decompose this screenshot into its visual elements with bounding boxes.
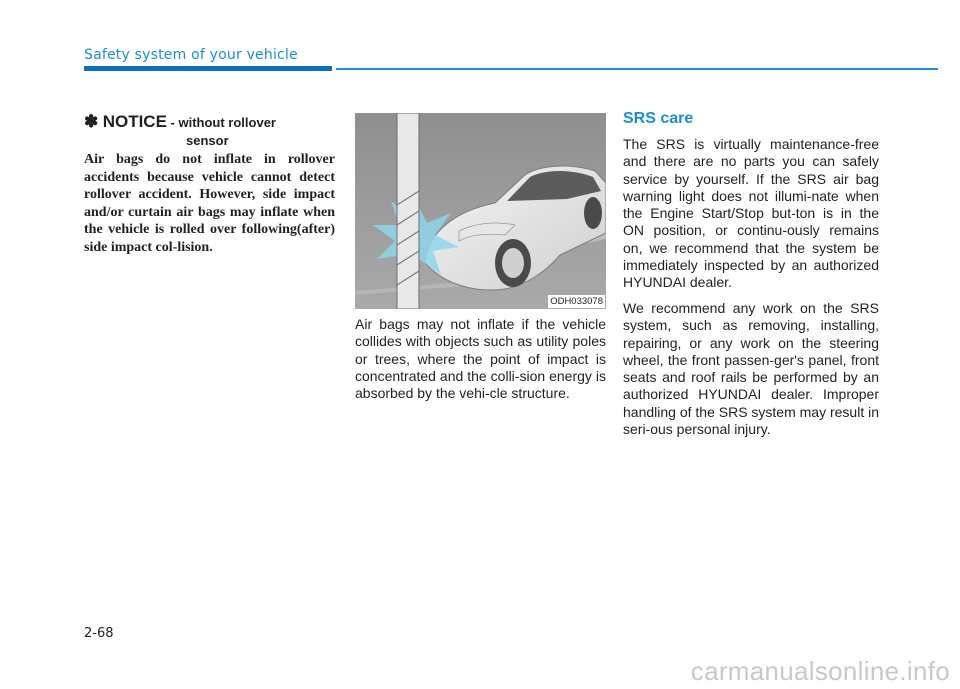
srs-care-paragraph-1: The SRS is virtually maintenance-free and there are no parts you can safely service by yourself. If the SRS air bag warning light does not illumi-nate when the Engine Start/Stop but-ton is in the ON position, or continu-ously remains on, we recommend that the system be immediately inspected by an authorized HYUNDAI dealer.	[623, 136, 879, 291]
notice-title	[84, 112, 334, 148]
car-hitting-pole-illustration	[355, 113, 606, 309]
notice-star-icon: ✽	[84, 112, 99, 131]
header-rule	[336, 68, 938, 70]
srs-care-paragraph-2: We recommend any work on the SRS system, such as removing, installing, repairing, or any work on the steering wheel, the front passen-ger's panel, front seats and roof rails be performed by an authorized HYUNDAI dealer. Improper handling of the SRS system may result in seri-ous personal injury.	[623, 300, 880, 438]
middle-column-text: Air bags may not inflate if the vehicle collides with objects such as utility poles or trees, where the point of impact is concentrated and the colli-sion energy is absorbed by the vehi-cle structure.	[355, 316, 606, 402]
section-title: Safety system of your vehicle	[84, 47, 298, 63]
notice-word: NOTICE	[102, 112, 167, 131]
notice-subtitle-line2: sensor	[186, 133, 229, 148]
watermark: carmanualsonline.info	[690, 656, 950, 686]
srs-care-heading: SRS care	[623, 110, 694, 127]
notice-body: Air bags do not inflate in rollover accidents because vehicle cannot detect rollover accident. However, side impact and/or curtain air bags may inflate when the vehicle is rolled over following(after) side impact col-lision.	[84, 152, 335, 255]
notice-subtitle-line1: - without rollover	[166, 115, 276, 130]
header-bar-thick	[84, 66, 332, 71]
figure-drawing	[355, 113, 606, 309]
page-number: 2-68	[84, 626, 114, 641]
figure-code: ODH033078	[550, 296, 603, 307]
